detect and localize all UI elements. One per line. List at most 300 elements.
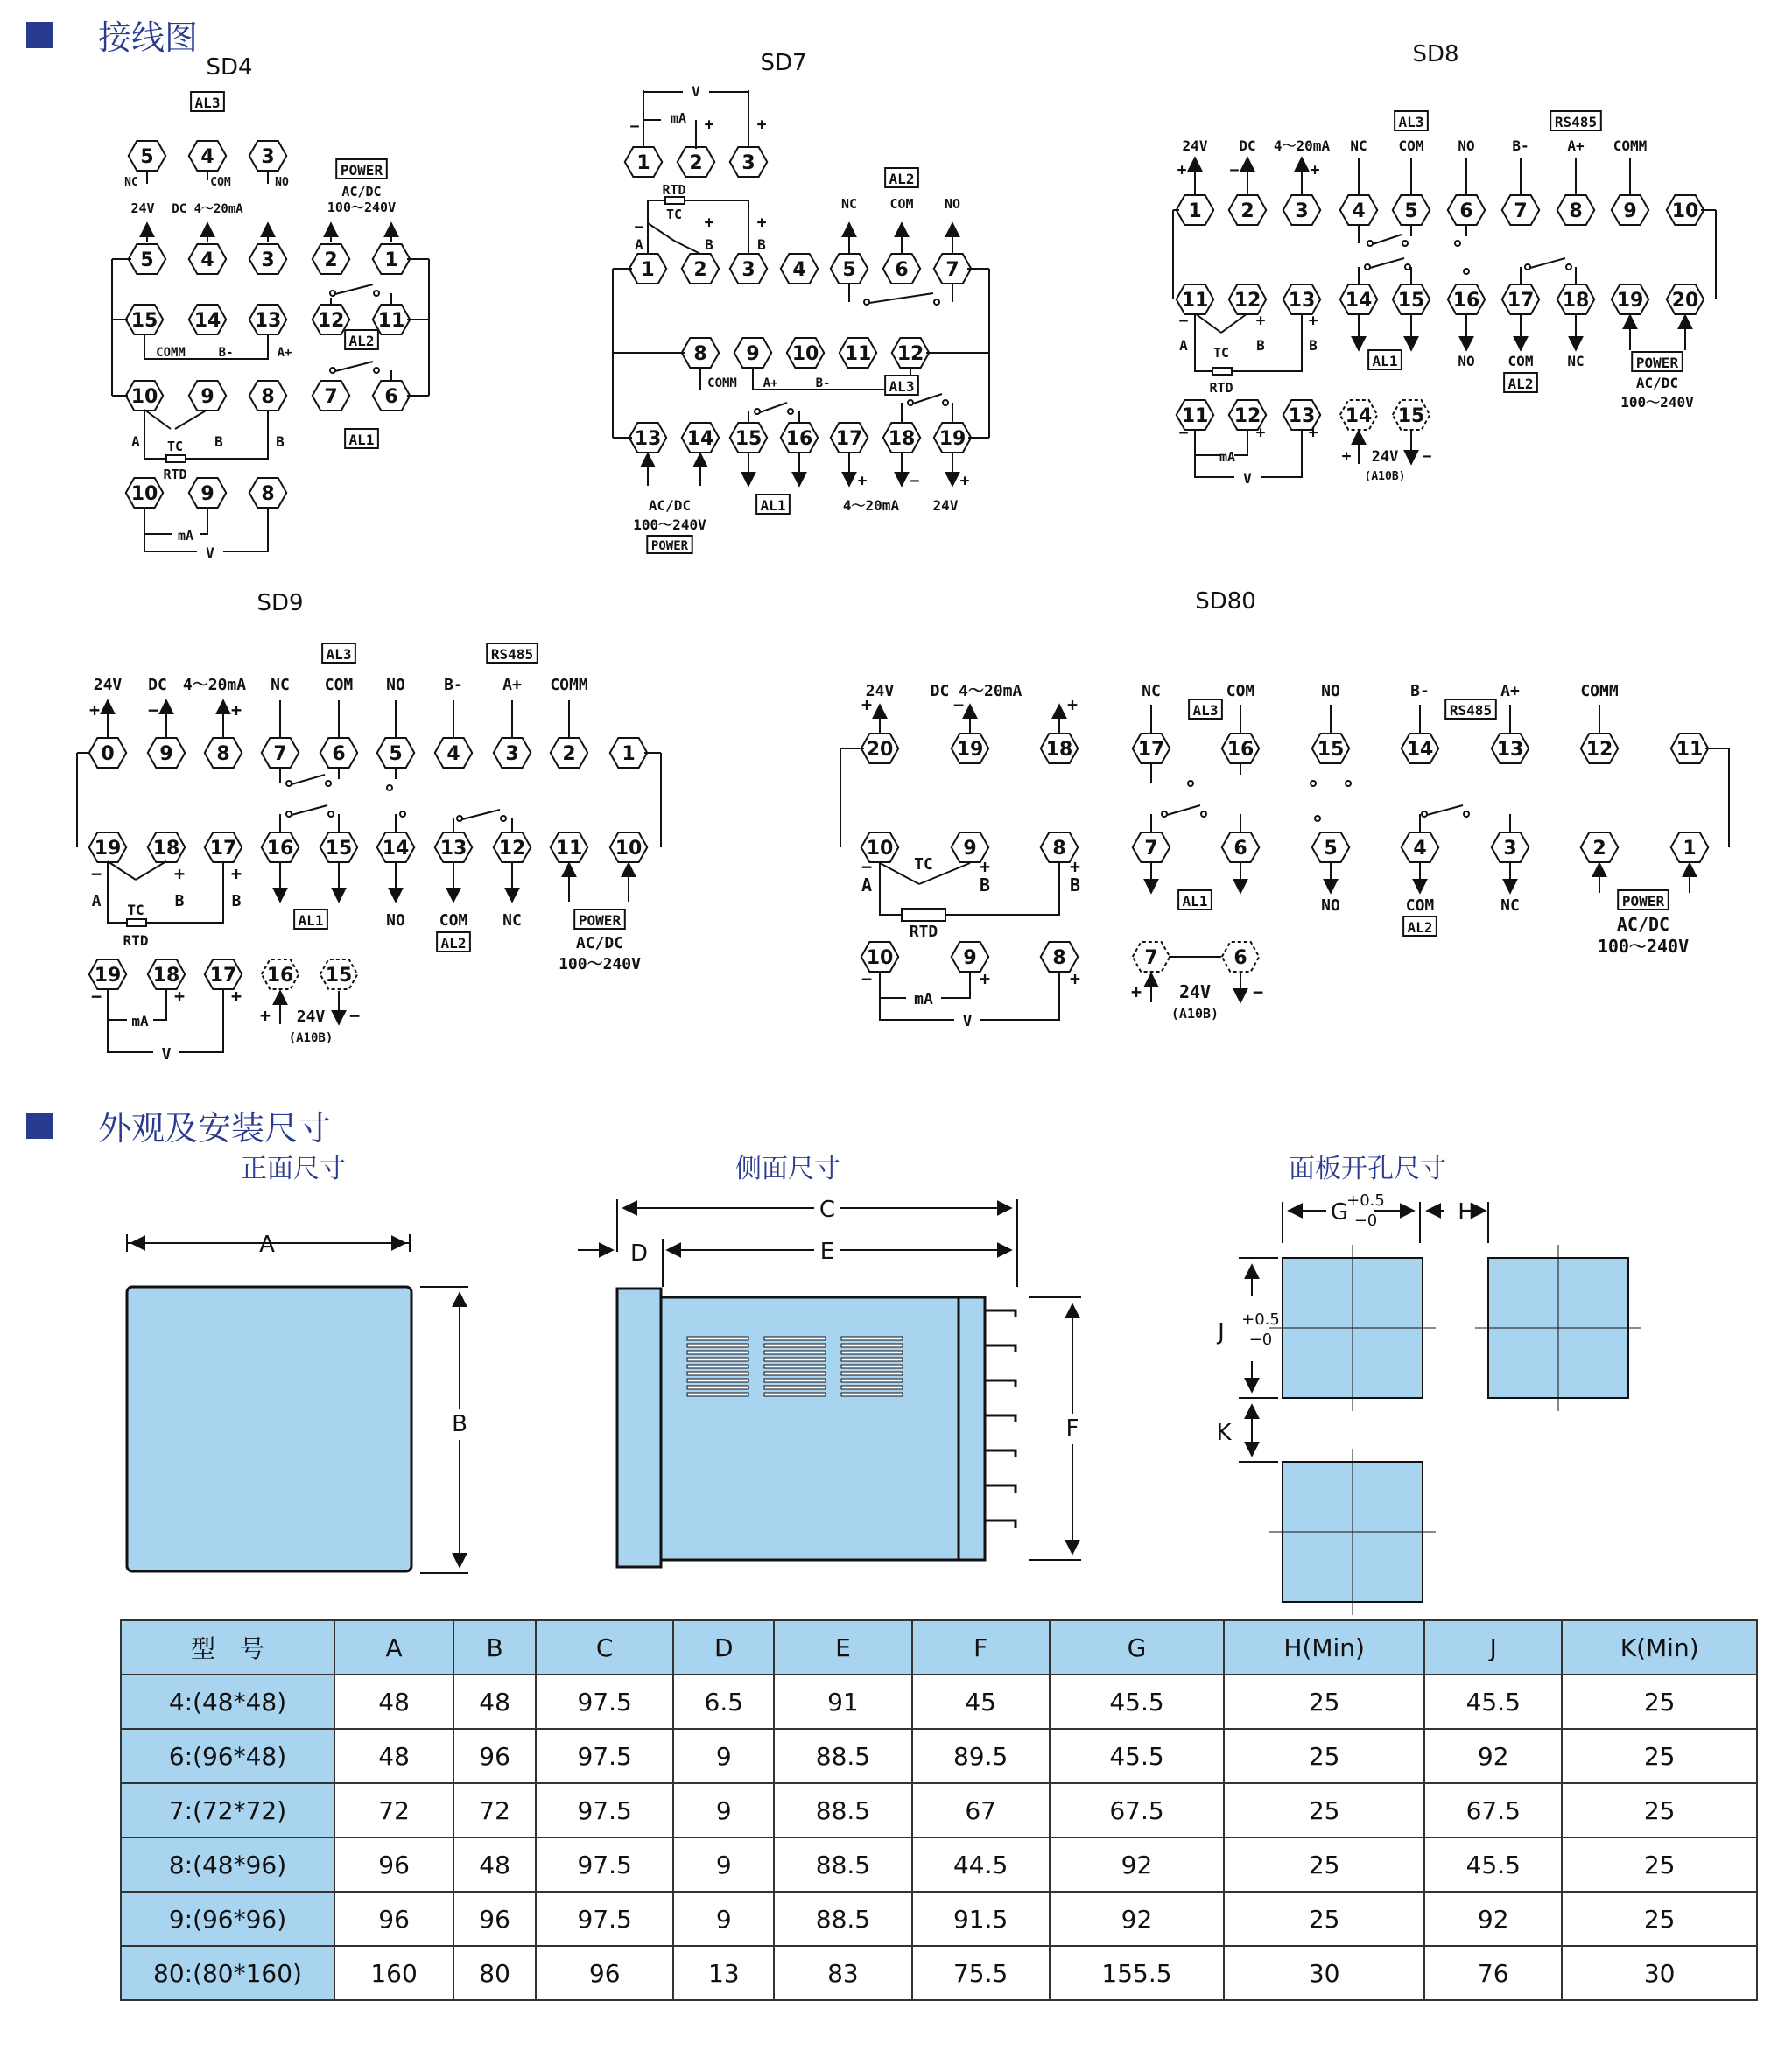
label-text: + [756, 214, 767, 232]
table-cell: 25 [1562, 1892, 1757, 1946]
diagram-title-sd7: SD7 [760, 50, 807, 76]
wire [108, 989, 127, 1020]
label-text: B [979, 874, 991, 896]
label-text: A+ [502, 676, 522, 694]
section-title: 接线图 [98, 18, 199, 57]
front-panel-view [127, 1287, 411, 1571]
table-cell: 13 [673, 1946, 774, 2000]
label-text: + [1177, 161, 1187, 179]
wire [985, 1310, 1016, 1317]
label-text: NC [124, 176, 138, 189]
wire [335, 284, 373, 294]
side-dimension-title: 侧面尺寸 [735, 1154, 840, 1184]
tolerance-plus: +0.5 [1346, 1191, 1385, 1210]
wire [674, 241, 700, 254]
switch-contact [328, 811, 334, 817]
switch-contact [501, 816, 506, 821]
terminal-number: 1 [636, 152, 650, 174]
label-text: + [1308, 424, 1318, 442]
terminal-number: 8 [693, 343, 707, 365]
label-text: mA [1219, 449, 1236, 465]
table-cell: 76 [1424, 1946, 1562, 2000]
terminal-number: 10 [866, 838, 894, 860]
label-text: DC [148, 676, 167, 694]
terminal-number: 17 [209, 965, 237, 987]
label-text: V [1243, 470, 1252, 487]
wire [1232, 313, 1302, 371]
terminal-number: 16 [785, 428, 813, 450]
label-text: A+ [1567, 137, 1585, 154]
terminal-number: 8 [216, 743, 230, 765]
terminal-number: 1 [384, 249, 398, 271]
dim-label-d: D [629, 1240, 649, 1267]
vent-slot [764, 1372, 826, 1375]
label-text: DC [1239, 137, 1256, 154]
terminal-number: 14 [686, 428, 714, 450]
terminal-number: 13 [254, 310, 282, 332]
label-text: + [1255, 312, 1266, 330]
terminal-number: 4 [792, 259, 806, 281]
switch-contact [1346, 781, 1351, 786]
terminal-number: 19 [94, 965, 122, 987]
diagram-title-sd9: SD9 [257, 590, 304, 616]
vent-slot [841, 1351, 903, 1354]
wire [1221, 313, 1247, 333]
dim-label-j: J [1218, 1319, 1225, 1345]
wire [136, 861, 166, 880]
label-text: NO [275, 176, 289, 189]
terminal-number: 3 [741, 152, 755, 174]
wire [1530, 258, 1565, 268]
label-text: NO [386, 911, 405, 930]
tolerance-minus: −0 [1353, 1212, 1378, 1230]
terminal-number: 1 [622, 743, 636, 765]
terminal-number: 15 [734, 428, 763, 450]
terminal-number: 12 [1585, 739, 1613, 761]
terminal-number: 7 [324, 386, 338, 408]
label-text: − [861, 856, 873, 877]
boxed-label: AL1 [298, 912, 324, 929]
table-cell: 48 [334, 1729, 453, 1783]
wire [292, 805, 327, 815]
wire [985, 1450, 1016, 1457]
switch-contact [1405, 264, 1410, 270]
dim-label-b: B [452, 1411, 467, 1437]
wire [880, 972, 906, 998]
terminal-number: 16 [1452, 290, 1480, 312]
label-text: DC 4～20mA [930, 682, 1023, 700]
label-text: V [962, 1012, 973, 1030]
switch-contact [934, 299, 939, 305]
terminal-number: 12 [1233, 290, 1261, 312]
label-text: 100～240V [1620, 394, 1694, 411]
table-cell: 97.5 [536, 1729, 673, 1783]
terminal-number: 14 [1345, 405, 1373, 427]
label-text: COMM [156, 346, 186, 360]
label-text: − [1178, 312, 1189, 330]
table-cell: 25 [1562, 1675, 1757, 1729]
terminal-number: 10 [615, 838, 643, 860]
vent-slot [764, 1351, 826, 1354]
table-cell: 88.5 [774, 1729, 911, 1783]
table-cell: 25 [1224, 1892, 1424, 1946]
table-cell: 45.5 [1050, 1675, 1224, 1729]
label-text: − [90, 986, 102, 1007]
switch-contact [1162, 811, 1167, 817]
diagram-title-sd80: SD80 [1195, 588, 1256, 615]
label-text: COMM [1613, 137, 1648, 154]
label-text: mA [914, 990, 933, 1008]
terminal-number: 7 [1144, 947, 1158, 969]
switch-contact [1402, 241, 1408, 246]
table-cell: 30 [1562, 1946, 1757, 2000]
label-text: NC [840, 196, 858, 212]
boxed-label: AL1 [1182, 893, 1208, 910]
label-text: B [174, 892, 185, 910]
label-text: RTD [662, 182, 686, 198]
terminal-number: 3 [1295, 200, 1309, 222]
vent-slot [841, 1393, 903, 1396]
label-text: + [1341, 447, 1352, 466]
wire [880, 863, 902, 915]
model-cell: 9:(96*96) [121, 1892, 334, 1946]
vent-slot [687, 1386, 748, 1389]
wire [144, 410, 171, 429]
vent-slot [687, 1372, 748, 1375]
switch-contact [457, 816, 462, 821]
label-text: AC/DC [648, 497, 692, 514]
label-text: 24V [1178, 981, 1212, 1002]
dim-label-f: F [1065, 1415, 1079, 1442]
table-cell: 83 [774, 1946, 911, 2000]
wire [462, 810, 500, 819]
boxed-label: POWER [650, 539, 689, 553]
terminal-number: 16 [266, 965, 294, 987]
terminal-number: 18 [888, 428, 916, 450]
label-text: 4～20mA [1273, 137, 1331, 154]
label-text: (A10B) [288, 1031, 334, 1045]
terminal-number: 1 [1188, 200, 1202, 222]
table-cell: 25 [1224, 1729, 1424, 1783]
wire [292, 775, 325, 784]
label-text: TC [665, 207, 683, 222]
terminal-number: 10 [1671, 200, 1699, 222]
vent-slot [764, 1393, 826, 1396]
switch-contact [1367, 241, 1373, 246]
switch-contact [1311, 781, 1316, 786]
dim-label-a: A [259, 1232, 275, 1258]
label-text: RTD [123, 932, 149, 949]
boxed-label: POWER [1621, 893, 1665, 910]
dim-label-c: C [819, 1197, 836, 1223]
table-cell: 48 [453, 1675, 536, 1729]
vent-slot [841, 1372, 903, 1375]
terminal-number: 2 [324, 249, 338, 271]
label-text: AC/DC [575, 934, 624, 952]
table-cell: 155.5 [1050, 1946, 1224, 2000]
boxed-label: AL3 [889, 378, 915, 395]
terminal-number: 5 [842, 259, 856, 281]
switch-contact [1422, 811, 1427, 817]
switch-contact [1464, 811, 1469, 817]
rtd-resistor [166, 455, 186, 462]
terminal-number: 6 [895, 259, 909, 281]
label-text: A [635, 236, 643, 253]
label-text: NO [1321, 896, 1340, 915]
switch-contact [400, 811, 405, 817]
label-text: B [214, 433, 223, 450]
terminal-number: 2 [689, 152, 703, 174]
switch-contact [286, 811, 292, 817]
wire [223, 507, 268, 551]
label-text: 24V [1371, 448, 1399, 466]
label-text: + [857, 472, 868, 490]
table-row [121, 1729, 1757, 1783]
dim-label-e: E [819, 1239, 835, 1265]
terminal-number: 17 [1507, 290, 1535, 312]
label-text: TC [1212, 345, 1230, 361]
label-text: COMM [707, 376, 737, 390]
diagram-title-sd8: SD8 [1412, 41, 1459, 67]
label-text: 100～240V [327, 200, 397, 215]
label-text: AC/DC [1616, 914, 1670, 935]
terminal-number: 3 [261, 249, 275, 271]
table-cell: 96 [334, 1837, 453, 1892]
table-cell: 88.5 [774, 1783, 911, 1837]
label-text: COMM [1580, 682, 1619, 700]
terminal-number: 6 [384, 386, 398, 408]
vent-slot [841, 1386, 903, 1389]
wire [108, 861, 127, 923]
terminal-number: 18 [1045, 739, 1073, 761]
boxed-label: RS485 [490, 646, 534, 663]
table-cell: 97.5 [536, 1892, 673, 1946]
wire [1167, 805, 1200, 815]
label-text: NO [944, 196, 961, 212]
terminal-number: 3 [505, 743, 519, 765]
terminal-number: 18 [1562, 290, 1590, 312]
boxed-label: AL3 [1398, 114, 1424, 130]
vent-slot [764, 1344, 826, 1347]
terminal-number: 15 [1397, 405, 1425, 427]
wire [1195, 313, 1221, 333]
wire [985, 1345, 1016, 1352]
label-text: + [979, 968, 991, 989]
label-text: NO [1458, 353, 1475, 369]
label-text: + [704, 214, 714, 232]
table-cell: 45.5 [1424, 1837, 1562, 1892]
terminal-number: 12 [1233, 405, 1261, 427]
label-text: − [910, 472, 920, 490]
label-text: B [705, 236, 713, 253]
terminal-number: 14 [1345, 290, 1373, 312]
label-text: A [91, 892, 102, 910]
switch-contact [330, 368, 335, 373]
vent-slot [841, 1337, 903, 1340]
label-text: V [206, 544, 214, 561]
label-text: 24V [296, 1008, 326, 1026]
terminal-number: 6 [332, 743, 346, 765]
terminal-number: 12 [498, 838, 526, 860]
label-text: B [1256, 337, 1265, 354]
label-text: + [979, 856, 991, 877]
label-text: − [861, 968, 873, 989]
label-text: B- [1410, 682, 1430, 700]
boxed-label: AL2 [1407, 919, 1433, 936]
label-text: 4～20mA [182, 676, 247, 694]
boxed-label: AL2 [889, 171, 915, 187]
table-cell: 9 [673, 1892, 774, 1946]
terminal-number: 11 [1181, 290, 1209, 312]
wire [186, 410, 268, 459]
table-cell: 67.5 [1424, 1783, 1562, 1837]
table-cell: 45 [912, 1675, 1050, 1729]
table-cell: 9 [673, 1729, 774, 1783]
vent-slot [841, 1358, 903, 1361]
terminal-number: 13 [439, 838, 467, 860]
switch-contact [755, 409, 760, 414]
terminal-number: 9 [1623, 200, 1637, 222]
terminal-number: 6 [1233, 947, 1247, 969]
switch-contact [326, 781, 331, 786]
model-cell: 7:(72*72) [121, 1783, 334, 1837]
boxed-label: AL1 [1372, 353, 1398, 369]
label-text: mA [670, 110, 687, 126]
terminal-number: 5 [140, 249, 154, 271]
label-text: − [1178, 424, 1189, 442]
table-cell: 45.5 [1050, 1729, 1224, 1783]
table-cell: 96 [536, 1946, 673, 2000]
vent-slot [841, 1344, 903, 1347]
vent-slot [687, 1358, 748, 1361]
wire [175, 410, 207, 429]
wire [648, 223, 674, 241]
table-cell: 92 [1050, 1892, 1224, 1946]
wire [335, 362, 373, 371]
label-text: COM [1405, 896, 1435, 915]
boxed-label: POWER [1635, 355, 1679, 371]
table-cell: 9 [673, 1783, 774, 1837]
terminal-number: 2 [1592, 838, 1606, 860]
label-text: B- [815, 376, 831, 390]
table-cell: 67.5 [1050, 1783, 1224, 1837]
label-text: + [230, 863, 242, 884]
label-text: NC [1567, 353, 1585, 369]
terminal-number: 16 [1226, 739, 1254, 761]
label-text: − [952, 694, 965, 715]
model-cell: 8:(48*96) [121, 1837, 334, 1892]
label-text: + [1308, 312, 1318, 330]
label-text: 24V [1182, 137, 1208, 154]
switch-contact [908, 400, 913, 405]
switch-contact [1464, 269, 1469, 274]
terminal-number: 1 [1683, 838, 1697, 860]
terminal-number: 2 [693, 259, 707, 281]
terminal-number: 18 [152, 838, 180, 860]
terminal-number: 20 [866, 739, 894, 761]
dimension-table [120, 1619, 1758, 2001]
label-text: (A10B) [1170, 1006, 1219, 1022]
label-text: B [1069, 874, 1081, 896]
switch-contact [1566, 264, 1571, 270]
vent-slot [841, 1365, 903, 1368]
terminal-number: 8 [261, 386, 275, 408]
col-header: A [334, 1620, 453, 1675]
boxed-label: AL2 [1507, 376, 1534, 392]
label-text: + [173, 986, 186, 1007]
terminal-number: 10 [130, 483, 158, 505]
table-cell: 48 [334, 1675, 453, 1729]
boxed-label: AL2 [440, 935, 467, 952]
wire [179, 989, 223, 1052]
label-text: NC [1350, 137, 1367, 154]
terminal-number: 10 [791, 343, 819, 365]
terminal-number: 19 [956, 739, 984, 761]
wire [108, 861, 136, 880]
label-text: A+ [1500, 682, 1520, 700]
label-text: NC [1142, 682, 1161, 700]
wire [1195, 429, 1221, 455]
vent-slot [687, 1393, 748, 1396]
terminal-number: 11 [844, 343, 872, 365]
label-text: TC [914, 855, 933, 874]
terminal-number: 4 [1413, 838, 1427, 860]
label-text: + [173, 863, 186, 884]
col-header: D [673, 1620, 774, 1675]
terminal-number: 14 [1406, 739, 1434, 761]
label-text: COM [1507, 353, 1534, 369]
terminal-number: 14 [193, 310, 221, 332]
label-text: NO [1321, 682, 1340, 700]
label-text: COM [889, 196, 914, 212]
terminal-number: 13 [1496, 739, 1524, 761]
wire [985, 1521, 1016, 1528]
front-dimension-title: 正面尺寸 [241, 1154, 346, 1184]
label-text: − [147, 699, 159, 720]
col-header: 型 号 [121, 1620, 334, 1675]
switch-contact [330, 291, 335, 296]
label-text: COM [439, 911, 468, 930]
terminal-number: 8 [1569, 200, 1583, 222]
dim-label-h: H [1458, 1199, 1475, 1226]
label-text: RTD [163, 467, 187, 482]
vent-slot [764, 1386, 826, 1389]
terminal-number: 19 [94, 838, 122, 860]
wire [1370, 258, 1404, 268]
table-row [121, 1892, 1757, 1946]
terminal-number: 12 [896, 343, 924, 365]
terminal-number: 5 [140, 146, 154, 168]
label-text: NO [386, 676, 405, 694]
label-text: + [230, 986, 242, 1007]
terminal-number: 15 [1397, 290, 1425, 312]
terminal-number: 9 [963, 838, 977, 860]
label-text: 24V [130, 200, 155, 216]
terminal-number: 7 [945, 259, 959, 281]
label-text: B- [1512, 137, 1529, 154]
label-text: V [692, 83, 700, 100]
boxed-label: POWER [340, 162, 383, 179]
wire [1261, 429, 1302, 477]
boxed-label: AL3 [326, 646, 352, 663]
label-text: mA [131, 1013, 149, 1029]
label-text: A [131, 433, 140, 450]
wire [1234, 429, 1247, 455]
switch-contact [1201, 811, 1206, 817]
label-text: 100～240V [633, 516, 706, 533]
vent-slot [764, 1365, 826, 1368]
wire [760, 403, 787, 412]
